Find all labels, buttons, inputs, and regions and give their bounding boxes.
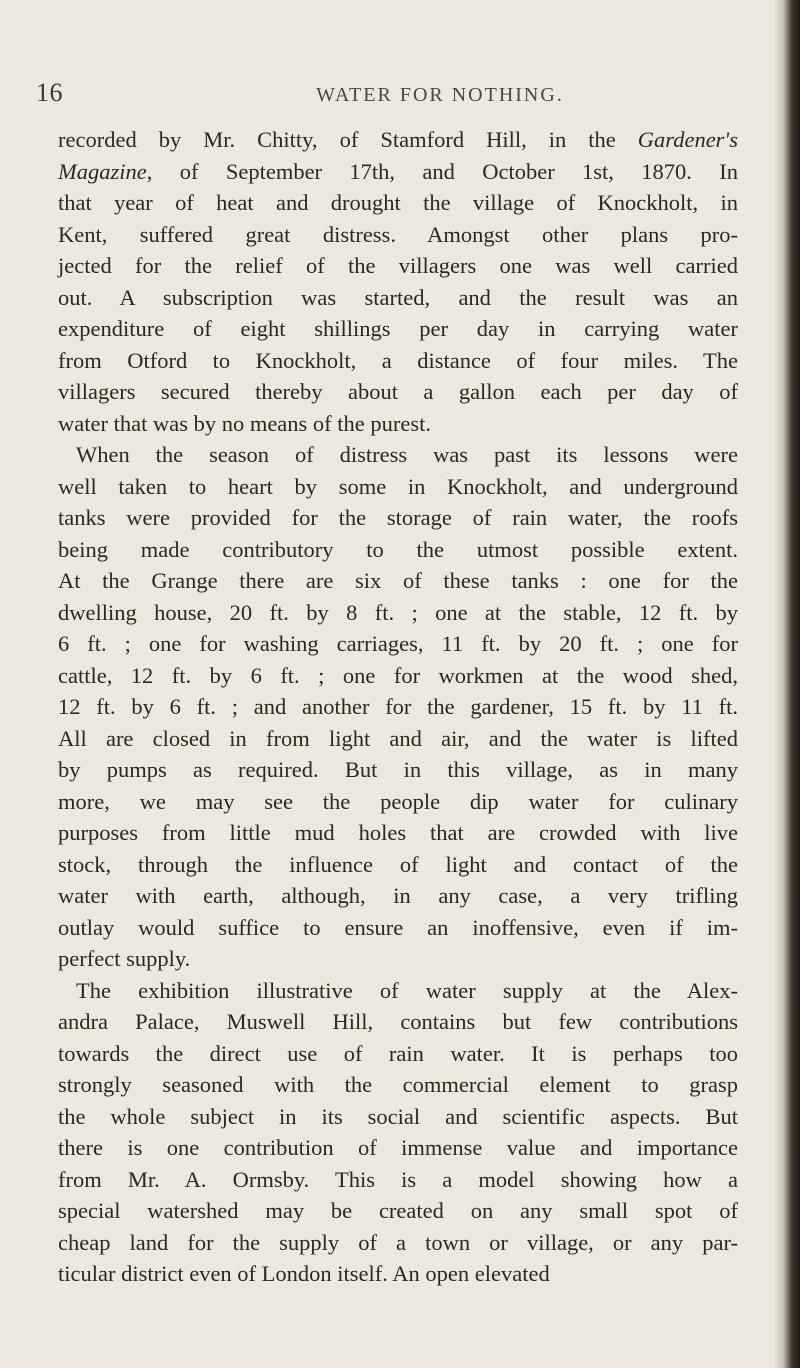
- text-line: water with earth, although, in any case, a very trifling: [58, 883, 738, 908]
- text-line: out. A subscription was started, and the result was an: [58, 284, 738, 310]
- page-number: 16: [36, 78, 63, 107]
- italic-title: Magazine: [58, 158, 147, 184]
- text-line: from Otford to Knockholt, a distance of four miles. The: [58, 347, 738, 373]
- text-line: the whole subject in its social and scientific aspects. But: [58, 1103, 738, 1129]
- text-line: from Mr. A. Ormsby. This is a model showing how a: [58, 1166, 738, 1192]
- text-line: Kent, suffered great distress. Amongst other plans pro-: [58, 221, 738, 247]
- text-line: towards the direct use of rain water. It is perhaps too: [58, 1040, 738, 1066]
- text-line: dwelling house, 20 ft. by 8 ft. ; one at the stable, 12 ft. by: [58, 599, 738, 625]
- text-line: [58, 124, 738, 156]
- text-line: that year of heat and drought the village of Knockholt, in: [58, 190, 738, 215]
- text-line: [58, 156, 738, 188]
- text-line: strongly seasoned with the commercial element to grasp: [58, 1072, 738, 1097]
- text-line: All are closed in from light and air, and the water is lifted: [58, 725, 738, 751]
- text-line: cattle, 12 ft. by 6 ft. ; one for workmen at the wood shed,: [58, 662, 738, 688]
- text-line: andra Palace, Muswell Hill, contains but few contributions: [58, 1009, 738, 1034]
- text-line: purposes from little mud holes that are crowded with live: [58, 820, 738, 845]
- text-line: ticular district even of London itself. An open elevated: [58, 1261, 550, 1286]
- text-line: by pumps as required. But in this village, as in many: [58, 757, 738, 782]
- text-line: more, we may see the people dip water for culinary: [58, 788, 738, 814]
- text-line: The exhibition illustrative of water supply at the Alex-: [76, 977, 738, 1003]
- text-line: jected for the relief of the villagers one was well carried: [58, 253, 738, 278]
- text-line: villagers secured thereby about a gallon each per day of: [58, 379, 738, 404]
- text-line: expenditure of eight shillings per day in carrying water: [58, 316, 738, 341]
- text-line: At the Grange there are six of these tanks : one for the: [58, 568, 738, 593]
- text-line: being made contributory to the utmost possible extent.: [58, 536, 738, 562]
- text-line: water that was by no means of the purest.: [58, 410, 432, 436]
- text-line: 6 ft. ; one for washing carriages, 11 ft. by 20 ft. ; one for: [58, 631, 738, 656]
- text-line: When the season of distress was past its lessons were: [76, 442, 738, 467]
- text-line: well taken to heart by some in Knockholt, and underground: [58, 473, 738, 499]
- text-run: , of September 17th, and October 1st, 1870. In: [146, 158, 738, 184]
- text-line: cheap land for the supply of a town or village, or any par-: [58, 1229, 738, 1255]
- page-binding-edge: [774, 0, 800, 1368]
- text-run: recorded by Mr. Chitty, of Stamford Hill, in the: [58, 127, 638, 152]
- running-head: WATER FOR NOTHING.: [316, 84, 564, 106]
- text-line: outlay would suffice to ensure an inoffensive, even if im-: [58, 914, 738, 940]
- body-text: [58, 124, 738, 1290]
- text-line: special watershed may be created on any small spot of: [58, 1198, 738, 1223]
- text-line: tanks were provided for the storage of rain water, the roofs: [58, 505, 738, 530]
- italic-title: Gardener's: [637, 127, 738, 152]
- text-line: there is one contribution of immense value and importance: [58, 1135, 738, 1160]
- text-line: perfect supply.: [58, 946, 191, 971]
- text-line: 12 ft. by 6 ft. ; and another for the gardener, 15 ft. by 11 ft.: [58, 694, 738, 719]
- text-line: stock, through the influence of light and contact of the: [58, 851, 738, 877]
